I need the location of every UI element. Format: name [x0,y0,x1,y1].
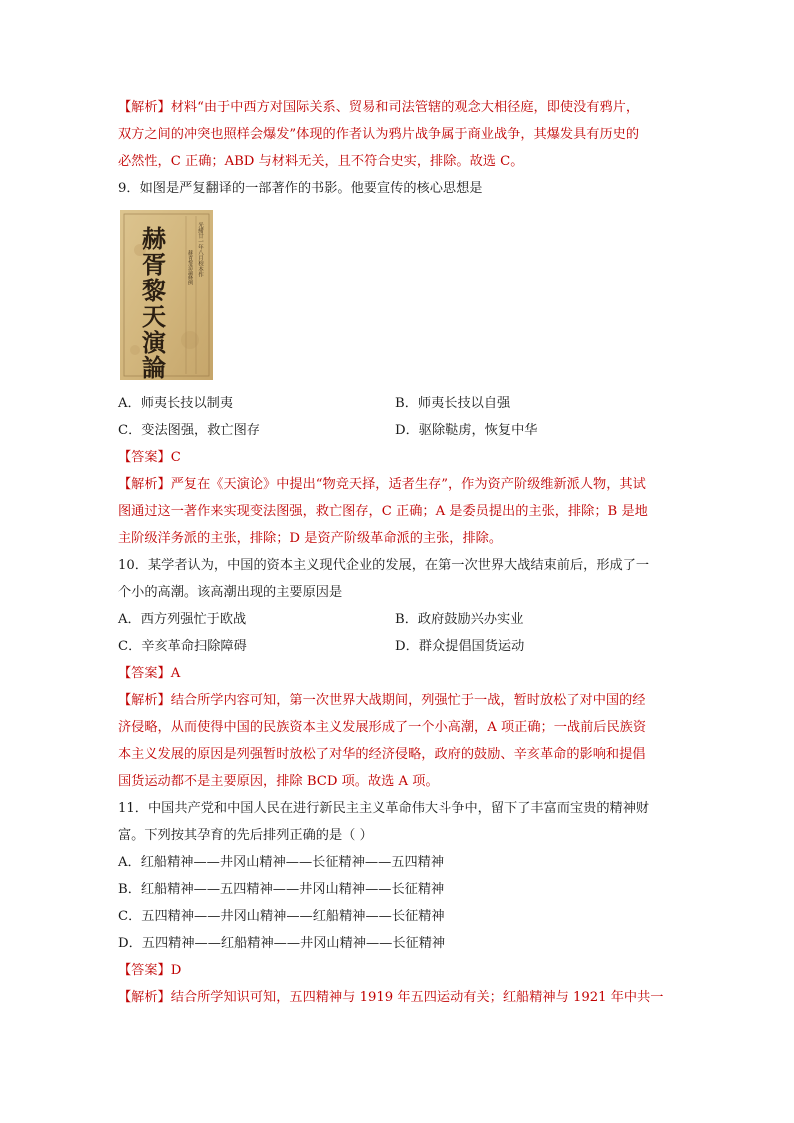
q10-analysis-line: 国货运动都不是主要原因，排除 BCD 项。故选 A 项。 [118,774,439,789]
analysis-tag: 【解析】 [118,100,171,115]
q9-analysis-line: 图通过这一著作来实现变法图强，救亡图存，C 正确；A 是委员提出的主张，排除；B 是地 [118,504,648,519]
answer-tag: 【答案】 [118,666,171,681]
book-title-char: 論 [142,353,166,380]
answer-value: C [170,450,181,465]
q10-options-row [118,606,678,633]
q10-stem-line: 10．某学者认为，中国的资本主义现代企业的发展，在第一次世界大战结束前后，形成了一 [118,558,650,573]
answer-value: D [170,963,182,978]
page-content [118,94,678,1011]
q11-option-d: D．五四精神——红船精神——井冈山精神——长征精神 [118,936,446,951]
book-side-text: 光緒廿一年八月校本作 [197,222,203,277]
answer-value: A [170,666,181,681]
q11-option-a: A．红船精神——井冈山精神——长征精神——五四精神 [118,855,445,870]
q11-option-b: B．红船精神——五四精神——井冈山精神——长征精神 [118,882,445,897]
q11-answer [118,957,678,984]
book-title-char: 赫 [142,224,166,253]
q10-option-c: C．辛亥革命扫除障碍 [118,639,247,654]
q10-option-b: B．政府鼓励兴办实业 [395,612,524,627]
q8-analysis-line: 双方之间的冲突也照样会爆发”体现的作者认为鸦片战争属于商业战争，其爆发具有历史的 [118,127,640,142]
q8-analysis-line: 【解析】材料“由于中西方对国际关系、贸易和司法管辖的观念大相径庭，即使没有鸦片， [118,100,640,115]
q9-analysis-line: 【解析】严复在《天演论》中提出“物竞天择，适者生存”，作为资产阶级维新派人物，其试 [118,477,646,492]
book-title-char: 天 [142,302,166,331]
q10-answer [118,660,678,687]
book-side-text-2: 赫胥黎造論條例 [187,250,193,285]
book-cover-image [120,210,213,380]
q9-option-c: C．变法图强，救亡图存 [118,423,260,438]
book-title-char: 胥 [142,250,166,279]
q11-stem-line: 11．中国共产党和中国人民在进行新民主主义革命伟大斗争中，留下了丰富而宝贵的精神财 [118,801,650,816]
book-cover-svg [120,210,213,380]
q10-option-a: A．西方列强忙于欧战 [118,612,247,627]
q10-option-d: D．群众提倡国货运动 [395,639,525,654]
q10-analysis-line: 济侵略，从而使得中国的民族资本主义发展形成了一个小高潮，A 项正确；一战前后民族资 [118,720,647,735]
q9-option-b: B．师夷长技以自强 [395,396,511,411]
q10-analysis-line: 【解析】结合所学内容可知，第一次世界大战期间，列强忙于一战，暂时放松了对中国的经 [118,693,646,708]
q11-analysis-line: 【解析】结合所学知识可知，五四精神与 1919 年五四运动有关；红船精神与 1921 年中共一 [118,990,664,1005]
q9-option-d: D．驱除鞑虏，恢复中华 [395,423,538,438]
book-title-char: 黎 [142,276,166,305]
q9-option-a: A．师夷长技以制夷 [118,396,234,411]
q8-analysis-line: 必然性，C 正确；ABD 与材料无关，且不符合史实，排除。故选 C。 [118,154,524,169]
q11-stem-line: 富。下列按其孕育的先后排列正确的是（ ） [118,828,373,843]
q11-option-c: C．五四精神——井冈山精神——红船精神——长征精神 [118,909,445,924]
answer-tag: 【答案】 [118,963,171,978]
q10-options-row [118,633,678,660]
analysis-tag: 【解析】 [118,990,171,1005]
q9-analysis-line: 主阶级洋务派的主张，排除；D 是资产阶级革命派的主张，排除。 [118,531,503,546]
book-title-char: 演 [142,328,166,357]
answer-tag: 【答案】 [118,450,171,465]
analysis-tag: 【解析】 [118,477,171,492]
q9-options-row [118,390,678,417]
q10-analysis-line: 本主义发展的原因是列强暂时放松了对华的经济侵略，政府的鼓励、辛亥革命的影响和提倡 [118,747,646,762]
q9-options-row [118,417,678,444]
analysis-tag: 【解析】 [118,693,171,708]
q9-answer [118,444,678,471]
q10-stem-line: 个小的高潮。该高潮出现的主要原因是 [118,585,343,600]
q9-stem: 9．如图是严复翻译的一部著作的书影。他要宣传的核心思想是 [118,181,483,196]
